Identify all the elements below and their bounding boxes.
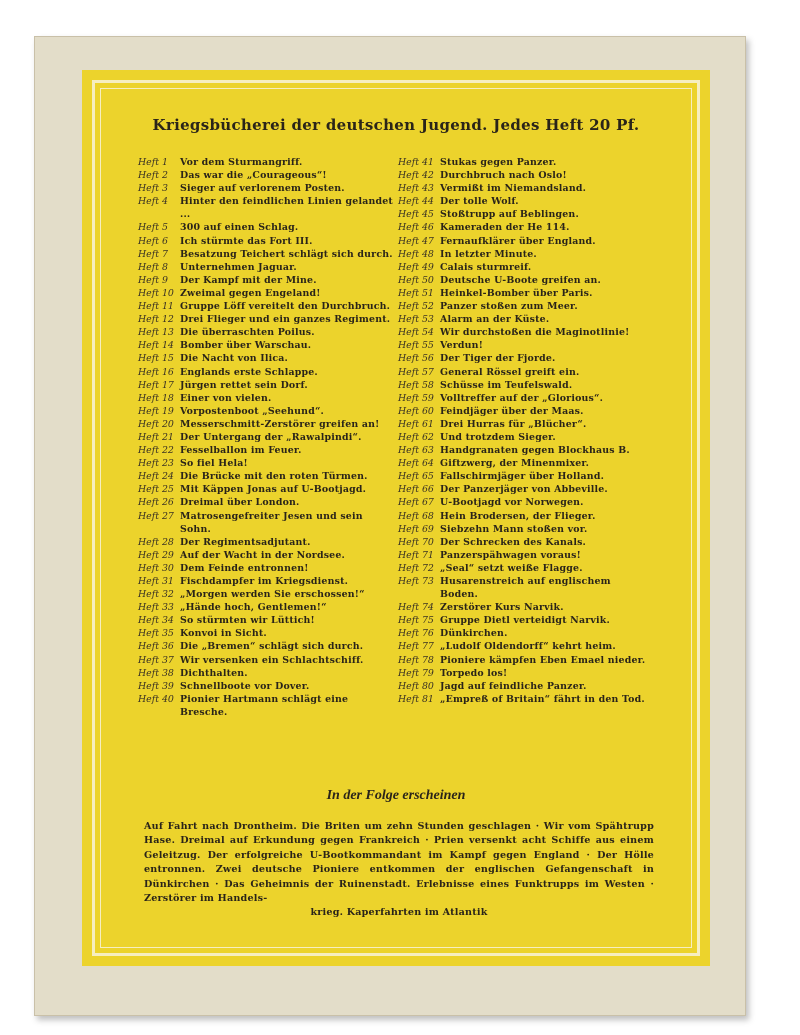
issue-title: Englands erste Schlappe. (180, 366, 318, 378)
issue-entry (398, 326, 650, 339)
issue-entry (398, 379, 650, 392)
issue-title: Sieger auf verlorenem Posten. (180, 183, 345, 195)
issue-number: Heft 72 (398, 562, 434, 574)
issue-title: Der Kampf mit der Mine. (180, 274, 317, 286)
issue-entry (398, 614, 650, 627)
issue-number: Heft 19 (138, 405, 174, 417)
issue-title: Panzerspähwagen voraus! (440, 549, 581, 561)
issue-number: Heft 77 (398, 641, 434, 653)
issue-title: Vermißt im Niemandsland. (440, 183, 587, 195)
issue-number: Heft 67 (398, 497, 434, 509)
issue-title: Dem Feinde entronnen! (180, 562, 309, 574)
issue-entry (398, 680, 650, 693)
issue-title: Husarenstreich auf englischem Boden. (440, 576, 611, 601)
issue-entry (138, 339, 396, 352)
issue-number: Heft 8 (138, 261, 168, 273)
issue-title: Pionier Hartmann schlägt eine Bresche. (180, 693, 349, 718)
issue-entry (138, 392, 396, 405)
issue-entry (138, 235, 396, 248)
issue-number: Heft 20 (138, 418, 174, 430)
issue-list-left (138, 156, 396, 719)
issue-number: Heft 36 (138, 641, 174, 653)
issue-title: Der Tiger der Fjorde. (440, 353, 556, 365)
issue-number: Heft 57 (398, 366, 434, 378)
issue-title: Gruppe Dietl verteidigt Narvik. (440, 615, 610, 627)
issue-entry (138, 601, 396, 614)
issue-title: Matrosengefreiter Jesen und sein Sohn. (180, 510, 363, 535)
issue-title: Besatzung Teichert schlägt sich durch. (180, 248, 393, 260)
issue-title: Der Untergang der „Rawalpindi“. (180, 431, 362, 443)
issue-title: 300 auf einen Schlag. (180, 222, 299, 234)
issue-title: Deutsche U-Boote greifen an. (440, 274, 602, 286)
issue-title: So stürmten wir Lüttich! (180, 615, 315, 627)
issue-entry (398, 562, 650, 575)
issue-number: Heft 40 (138, 693, 174, 705)
issue-number: Heft 21 (138, 431, 174, 443)
issue-entry (138, 496, 396, 509)
issue-title: Der Regimentsadjutant. (180, 536, 311, 548)
issue-entry (398, 418, 650, 431)
issue-number: Heft 69 (398, 523, 434, 535)
issue-number: Heft 32 (138, 589, 174, 601)
issue-number: Heft 55 (398, 340, 434, 352)
issue-number: Heft 39 (138, 680, 174, 692)
issue-number: Heft 24 (138, 471, 174, 483)
issue-entry (398, 352, 650, 365)
series-title: Kriegsbücherei der deutschen Jugend. Jedes Heft 20 Pf. (152, 116, 640, 134)
issue-entry (138, 169, 396, 182)
issue-number: Heft 53 (398, 314, 434, 326)
issue-entry (398, 549, 650, 562)
issue-number: Heft 33 (138, 602, 174, 614)
issue-entry (398, 470, 650, 483)
issue-number: Heft 48 (398, 248, 434, 260)
issue-title: Zerstörer Kurs Narvik. (440, 602, 564, 614)
issue-entry (398, 405, 650, 418)
issue-entry (398, 195, 650, 208)
issue-entry (138, 444, 396, 457)
issue-title: Jagd auf feindliche Panzer. (440, 680, 587, 692)
issue-number: Heft 13 (138, 327, 174, 339)
issue-entry (398, 261, 650, 274)
issue-entry (138, 667, 396, 680)
issue-number: Heft 60 (398, 405, 434, 417)
issue-number: Heft 71 (398, 549, 434, 561)
issue-title: Verdun! (440, 340, 484, 352)
issue-entry (138, 300, 396, 313)
issue-number: Heft 62 (398, 431, 434, 443)
issue-title: Handgranaten gegen Blockhaus B. (440, 445, 630, 457)
issue-number: Heft 42 (398, 170, 434, 182)
issue-entry (138, 379, 396, 392)
issue-entry (138, 470, 396, 483)
issue-title: Schnellboote vor Dover. (180, 680, 310, 692)
issue-number: Heft 1 (138, 157, 168, 168)
issue-title: Kameraden der He 114. (440, 222, 570, 234)
issue-number: Heft 14 (138, 340, 174, 352)
issue-number: Heft 37 (138, 654, 174, 666)
issue-entry (138, 510, 396, 536)
issue-number: Heft 78 (398, 654, 434, 666)
issue-entry (398, 483, 650, 496)
issue-title: In letzter Minute. (440, 248, 537, 260)
issue-number: Heft 10 (138, 287, 174, 299)
issue-number: Heft 27 (138, 510, 174, 522)
issue-entry (398, 510, 650, 523)
issue-title: Fallschirmjäger über Holland. (440, 471, 605, 483)
issue-entry (398, 640, 650, 653)
issue-entry (398, 182, 650, 195)
issue-entry (138, 366, 396, 379)
issue-title: Heinkel-Bomber über Paris. (440, 287, 593, 299)
issue-entry (138, 627, 396, 640)
issue-title: Die überraschten Poilus. (180, 327, 315, 339)
issue-number: Heft 2 (138, 170, 168, 182)
issue-number: Heft 22 (138, 445, 174, 457)
issue-title: U-Bootjagd vor Norwegen. (440, 497, 584, 509)
issue-title: General Rössel greift ein. (440, 366, 580, 378)
issue-number: Heft 6 (138, 235, 168, 247)
issue-title: Wir versenken ein Schlachtschiff. (180, 654, 364, 666)
issue-number: Heft 47 (398, 235, 434, 247)
issue-number: Heft 28 (138, 536, 174, 548)
upcoming-text: Auf Fahrt nach Drontheim. Die Briten um zehn Stunden geschlagen · Wir vom Spähtrupp Hase. Dreimal auf Erkundung gegen Frankreich · Prien versenkt acht Schiffe aus einem Geleitzug. Der erfolgreiche U-Bootkommandant im Kampf gegen England · Der Hölle entronnen. Zwei deutsche Pioniere entkommen der englischen Gefangenschaft in Dünkirchen · Das Geheimnis der Ruinenstadt. Erlebnisse eines Funktrupps im Westen · Zerstörer im Handels- (144, 821, 654, 905)
issue-number: Heft 41 (398, 157, 434, 168)
issue-entry (398, 300, 650, 313)
issue-number: Heft 79 (398, 667, 434, 679)
issue-entry (138, 274, 396, 287)
issue-number: Heft 34 (138, 615, 174, 627)
issue-number: Heft 81 (398, 693, 434, 705)
issue-number: Heft 46 (398, 222, 434, 234)
issue-entry (138, 431, 396, 444)
issue-title: Hein Brodersen, der Flieger. (440, 510, 596, 522)
issue-number: Heft 74 (398, 602, 434, 614)
issue-number: Heft 56 (398, 353, 434, 365)
issue-title: Dünkirchen. (440, 628, 508, 640)
issue-number: Heft 65 (398, 471, 434, 483)
issue-title: Die Brücke mit den roten Türmen. (180, 471, 368, 483)
issue-number: Heft 16 (138, 366, 174, 378)
issue-title: Alarm an der Küste. (440, 314, 550, 326)
issue-title: Vor dem Sturmangriff. (180, 157, 303, 168)
issue-entry (138, 418, 396, 431)
issue-entry (398, 208, 650, 221)
issue-entry (398, 235, 650, 248)
issue-title: Und trotzdem Sieger. (440, 431, 556, 443)
issue-number: Heft 61 (398, 418, 434, 430)
issue-title: Zweimal gegen Engeland! (180, 287, 321, 299)
issue-number: Heft 5 (138, 222, 168, 234)
issue-entry (398, 221, 650, 234)
issue-entry (138, 680, 396, 693)
issue-title: Stoßtrupp auf Beblingen. (440, 209, 579, 221)
issue-entry (138, 313, 396, 326)
issue-entry (138, 261, 396, 274)
issue-number: Heft 49 (398, 261, 434, 273)
issue-entry (398, 496, 650, 509)
issue-entry (138, 588, 396, 601)
issue-title: Hinter den feindlichen Linien gelandet ... (180, 196, 393, 221)
issue-title: Jürgen rettet sein Dorf. (180, 379, 308, 391)
issue-entry (398, 627, 650, 640)
issue-entry (398, 274, 650, 287)
issue-title: Auf der Wacht in der Nordsee. (180, 549, 345, 561)
issue-entry (398, 169, 650, 182)
issue-entry (398, 444, 650, 457)
issue-entry (138, 654, 396, 667)
issue-number: Heft 35 (138, 628, 174, 640)
issue-number: Heft 64 (398, 458, 434, 470)
issue-title: Wir durchstoßen die Maginotlinie! (440, 327, 630, 339)
issue-number: Heft 45 (398, 209, 434, 221)
issue-entry (138, 483, 396, 496)
issue-number: Heft 38 (138, 667, 174, 679)
issue-number: Heft 75 (398, 615, 434, 627)
issue-entry (138, 287, 396, 300)
issue-entry (138, 575, 396, 588)
issue-entry (138, 614, 396, 627)
issue-title: Stukas gegen Panzer. (440, 157, 557, 168)
issue-title: Die Nacht von Ilica. (180, 353, 289, 365)
issue-number: Heft 68 (398, 510, 434, 522)
issue-entry (398, 523, 650, 536)
upcoming-heading: In der Folge erscheinen (326, 788, 466, 803)
issue-number: Heft 51 (398, 287, 434, 299)
issue-number: Heft 76 (398, 628, 434, 640)
issue-title: „Seal“ setzt weiße Flagge. (440, 562, 583, 574)
issue-title: Der Schrecken des Kanals. (440, 536, 587, 548)
issue-entry (138, 182, 396, 195)
issue-title: Fesselballon im Feuer. (180, 445, 302, 457)
issue-number: Heft 52 (398, 301, 434, 313)
issue-title: Messerschmitt-Zerstörer greifen an! (180, 418, 380, 430)
issue-title: Panzer stoßen zum Meer. (440, 301, 578, 313)
issue-title: „Hände hoch, Gentlemen!“ (180, 602, 327, 614)
issue-title: Ich stürmte das Fort III. (180, 235, 313, 247)
issue-entry (398, 392, 650, 405)
issue-number: Heft 25 (138, 484, 174, 496)
issue-number: Heft 44 (398, 196, 434, 208)
issue-entry (138, 326, 396, 339)
issue-title: Drei Hurras für „Blücher“. (440, 418, 587, 430)
issue-entry (138, 195, 396, 221)
issue-title: „Morgen werden Sie erschossen!“ (180, 589, 365, 601)
issue-entry (138, 156, 396, 169)
issue-entry (138, 352, 396, 365)
issue-entry (398, 339, 650, 352)
issue-number: Heft 80 (398, 680, 434, 692)
issue-entry (398, 536, 650, 549)
cover-content (110, 98, 682, 938)
issue-title: Dichthalten. (180, 667, 248, 679)
issue-title: Giftzwerg, der Minenmixer. (440, 458, 590, 470)
issue-entry (138, 562, 396, 575)
issue-title: Fischdampfer im Kriegsdienst. (180, 576, 349, 587)
issue-title: Durchbruch nach Oslo! (440, 170, 567, 182)
issue-title: Bomber über Warschau. (180, 340, 312, 352)
issue-number: Heft 11 (138, 301, 174, 313)
issue-entry (398, 457, 650, 470)
issue-number: Heft 3 (138, 183, 168, 195)
issue-number: Heft 15 (138, 353, 174, 365)
issue-title: Die „Bremen“ schlägt sich durch. (180, 641, 364, 653)
issue-number: Heft 50 (398, 274, 434, 286)
upcoming-last-line: krieg. Kaperfahrten im Atlantik (310, 907, 488, 919)
issue-entry (138, 693, 396, 719)
issue-number: Heft 43 (398, 183, 434, 195)
issue-number: Heft 18 (138, 392, 174, 404)
issue-number: Heft 4 (138, 196, 168, 208)
issue-title: „Empreß of Britain“ fährt in den Tod. (440, 693, 645, 705)
issue-title: Der tolle Wolf. (440, 196, 519, 208)
issue-number: Heft 9 (138, 274, 168, 286)
issue-entry (398, 156, 650, 169)
issue-entry (138, 457, 396, 470)
issue-entry (398, 667, 650, 680)
issue-entry (138, 221, 396, 234)
issue-title: Dreimal über London. (180, 497, 300, 509)
issue-number: Heft 23 (138, 458, 174, 470)
issue-title: Calais sturmreif. (440, 261, 532, 273)
issue-title: Feindjäger über der Maas. (440, 405, 584, 417)
issue-entry (398, 366, 650, 379)
issue-entry (398, 431, 650, 444)
issue-entry (398, 248, 650, 261)
issue-entry (398, 654, 650, 667)
issue-title: Der Panzerjäger von Abbeville. (440, 484, 608, 496)
issue-entry (398, 575, 650, 601)
issue-number: Heft 63 (398, 445, 434, 457)
issue-title: Siebzehn Mann stoßen vor. (440, 523, 588, 535)
issue-number: Heft 17 (138, 379, 174, 391)
issue-title: Volltreffer auf der „Glorious“. (440, 392, 604, 404)
issue-entry (398, 287, 650, 300)
issue-title: Drei Flieger und ein ganzes Regiment. (180, 314, 391, 326)
issue-title: Das war die „Courageous“! (180, 170, 327, 182)
issue-number: Heft 54 (398, 327, 434, 339)
issue-number: Heft 30 (138, 562, 174, 574)
issue-number: Heft 12 (138, 314, 174, 326)
issue-entry (138, 640, 396, 653)
issue-title: Vorpostenboot „Seehund“. (180, 405, 325, 417)
issue-title: Schüsse im Teufelswald. (440, 379, 573, 391)
issue-number: Heft 73 (398, 576, 434, 587)
issue-title: Fernaufklärer über England. (440, 235, 596, 247)
issue-number: Heft 31 (138, 576, 174, 587)
issue-number: Heft 66 (398, 484, 434, 496)
issue-entry (138, 405, 396, 418)
issue-entry (138, 549, 396, 562)
issue-title: Unternehmen Jaguar. (180, 261, 297, 273)
issue-entry (398, 693, 650, 706)
issue-title: Torpedo los! (440, 667, 508, 679)
issue-number: Heft 7 (138, 248, 168, 260)
issue-number: Heft 58 (398, 379, 434, 391)
upcoming-paragraph (144, 820, 654, 921)
issue-title: Pioniere kämpfen Eben Emael nieder. (440, 654, 646, 666)
issue-entry (398, 601, 650, 614)
issue-title: Mit Käppen Jonas auf U-Bootjagd. (180, 484, 367, 496)
issue-title: „Ludolf Oldendorff“ kehrt heim. (440, 641, 616, 653)
issue-number: Heft 29 (138, 549, 174, 561)
issue-title: So fiel Hela! (180, 458, 248, 470)
issue-entry (138, 248, 396, 261)
issue-entry (398, 313, 650, 326)
issue-title: Einer von vielen. (180, 392, 272, 404)
issue-number: Heft 59 (398, 392, 434, 404)
issue-title: Konvoi in Sicht. (180, 628, 267, 640)
issue-entry (138, 536, 396, 549)
issue-number: Heft 26 (138, 497, 174, 509)
issue-list-right (398, 156, 650, 706)
issue-title: Gruppe Löff vereitelt den Durchbruch. (180, 301, 391, 313)
issue-number: Heft 70 (398, 536, 434, 548)
